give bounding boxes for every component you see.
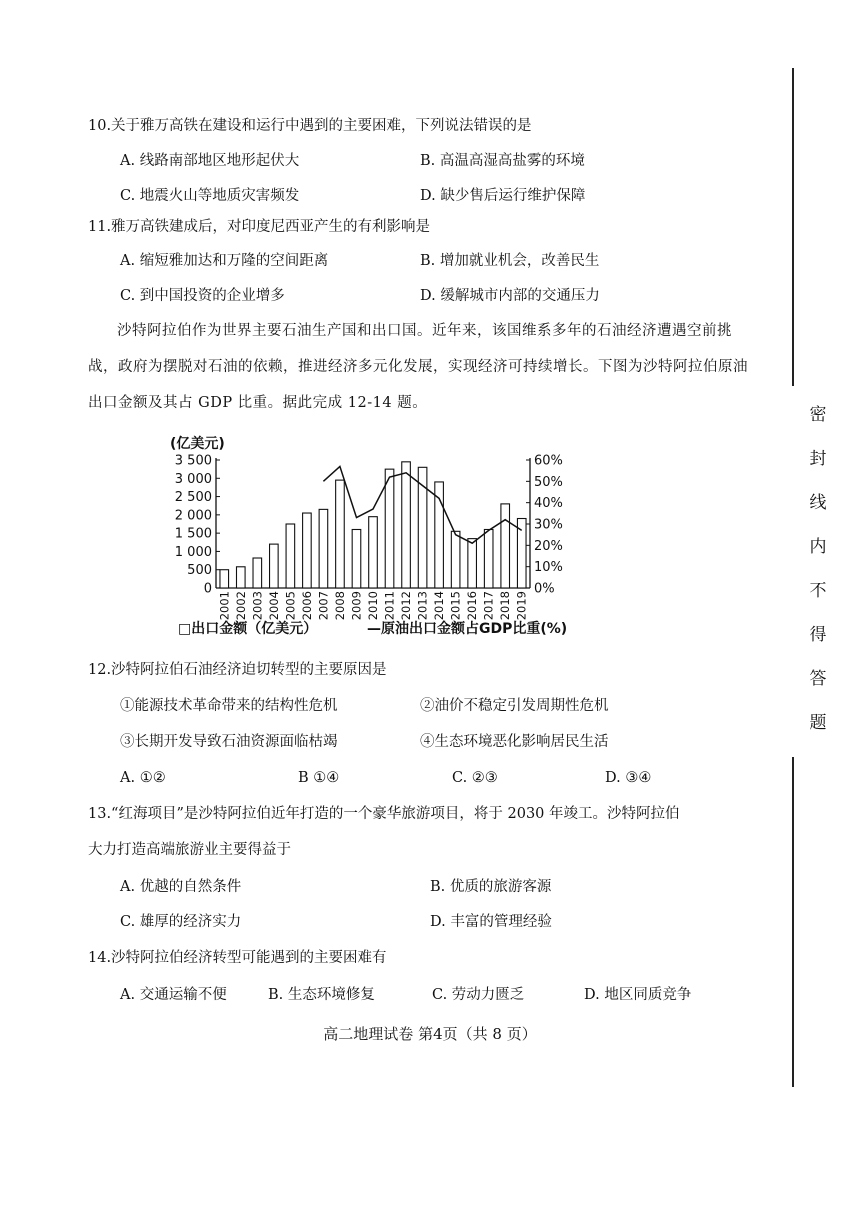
bar <box>385 469 394 588</box>
q13-stem-line2: 大力打造高端旅游业主要得益于 <box>88 842 291 858</box>
q12-option-a: A. ①② <box>120 770 166 786</box>
x-axis-tick-label: 2011 <box>382 591 397 620</box>
seal-char: 密 <box>809 405 827 425</box>
bar <box>402 462 411 588</box>
bar <box>369 517 378 588</box>
q14-stem: 14.沙特阿拉伯经济转型可能遇到的主要困难有 <box>88 950 387 966</box>
bar <box>220 570 229 588</box>
x-axis-tick-label: 2008 <box>332 591 347 620</box>
bar <box>270 544 279 588</box>
left-axis-tick-label: 3 000 <box>174 471 212 487</box>
q14-option-a: A. 交通运输不便 <box>120 987 227 1003</box>
q11-option-b: B. 增加就业机会，改善民生 <box>420 253 600 269</box>
bar <box>286 524 295 588</box>
q14-option-d: D. 地区同质竞争 <box>584 987 692 1003</box>
x-axis-tick-label: 2010 <box>366 591 380 620</box>
bar <box>451 531 460 588</box>
q13-option-b: B. 优质的旅游客源 <box>430 879 552 895</box>
left-axis-tick-label: 3 500 <box>174 453 212 469</box>
left-axis-tick-label: 1 000 <box>174 544 212 560</box>
legend-bar: □出口金额（亿美元） <box>178 621 318 637</box>
seal-line-top <box>792 68 794 386</box>
right-axis-tick-label: 20% <box>534 538 563 554</box>
q11-stem: 11.雅万高铁建成后，对印度尼西亚产生的有利影响是 <box>88 219 431 235</box>
seal-char: 题 <box>809 713 827 733</box>
q11-option-d: D. 缓解城市内部的交通压力 <box>420 288 600 304</box>
seal-char: 封 <box>809 449 827 469</box>
x-axis-tick-label: 2013 <box>415 591 430 620</box>
bar <box>468 539 477 588</box>
seal-char: 得 <box>809 625 827 645</box>
bar <box>303 513 312 588</box>
right-axis-tick-label: 60% <box>534 453 563 469</box>
q13-option-d: D. 丰富的管理经验 <box>430 914 552 930</box>
q11-option-a: A. 缩短雅加达和万隆的空间距离 <box>120 253 329 269</box>
q12-statement-1: ①能源技术革命带来的结构性危机 <box>120 698 338 714</box>
q13-option-a: A. 优越的自然条件 <box>120 879 242 895</box>
seal-char: 不 <box>809 581 827 601</box>
bar <box>236 567 245 588</box>
oil-export-chart <box>150 428 590 620</box>
right-axis-tick-label: 0% <box>534 581 555 597</box>
q13-stem-line1: 13.“红海项目”是沙特阿拉伯近年打造的一个豪华旅游项目，将于 2030 年竣工。沙特阿拉伯 <box>88 806 680 822</box>
x-axis-tick-label: 2017 <box>481 591 496 620</box>
x-axis-tick-label: 2016 <box>465 591 480 620</box>
right-axis-tick-label: 10% <box>534 560 563 576</box>
q12-statement-4: ④生态环境恶化影响居民生活 <box>420 734 609 750</box>
page-footer: 高二地理试卷 第4页（共 8 页） <box>323 1025 537 1043</box>
q10-stem: 10.关于雅万高铁在建设和运行中遇到的主要困难，下列说法错误的是 <box>88 118 532 134</box>
q11-option-c: C. 到中国投资的企业增多 <box>120 288 285 304</box>
x-axis-tick-label: 2003 <box>250 591 265 620</box>
bar <box>253 558 262 588</box>
left-axis-tick-label: 2 000 <box>174 508 212 524</box>
q12-statement-2: ②油价不稳定引发周期性危机 <box>420 698 609 714</box>
x-axis-tick-label: 2009 <box>349 591 364 620</box>
left-axis-tick-label: 2 500 <box>174 490 212 506</box>
left-axis-tick-label: 1 500 <box>174 526 212 542</box>
q12-stem: 12.沙特阿拉伯石油经济迫切转型的主要原因是 <box>88 662 387 678</box>
q12-option-b: B ①④ <box>298 770 340 786</box>
right-axis-tick-label: 50% <box>534 474 563 490</box>
q10-option-b: B. 高温高湿高盐雾的环境 <box>420 153 585 169</box>
x-axis-tick-label: 2015 <box>448 591 463 620</box>
legend-line: —原油出口金额占GDP比重(%) <box>367 621 568 637</box>
x-axis-tick-label: 2014 <box>432 591 447 620</box>
seal-char: 内 <box>809 537 827 557</box>
q14-option-b: B. 生态环境修复 <box>268 987 375 1003</box>
x-axis-tick-label: 2001 <box>217 591 232 620</box>
passage-text: 沙特阿拉伯作为世界主要石油生产国和出口国。近年来，该国维系多年的石油经济遭遇空前挑战，政府为摆脱对石油的依赖，推进经济多元化发展，实现经济可持续增长。下图为沙特阿拉伯原油出口金额及其占 GDP 比重。据此完成 12-14 题。 <box>88 323 748 411</box>
q13-option-c: C. 雄厚的经济实力 <box>120 914 242 930</box>
q10-option-d: D. 缺少售后运行维护保障 <box>420 188 586 204</box>
q12-option-c: C. ②③ <box>452 770 498 786</box>
q10-option-a: A. 线路南部地区地形起伏大 <box>120 153 300 169</box>
x-axis-tick-label: 2006 <box>299 591 314 620</box>
x-axis-tick-label: 2012 <box>399 591 414 620</box>
x-axis-tick-label: 2005 <box>283 591 298 620</box>
bar <box>319 509 328 588</box>
left-axis-tick-label: 500 <box>187 563 212 579</box>
seal-line-bottom <box>792 757 794 1087</box>
bar <box>336 480 345 588</box>
seal-char: 线 <box>809 493 827 513</box>
x-axis-tick-label: 2007 <box>316 591 331 620</box>
q12-statement-3: ③长期开发导致石油资源面临枯竭 <box>120 734 338 750</box>
bar <box>484 529 493 588</box>
right-axis-tick-label: 40% <box>534 496 563 512</box>
seal-char: 答 <box>809 669 827 689</box>
left-axis-tick-label: 0 <box>203 581 212 597</box>
q12-option-d: D. ③④ <box>605 770 652 786</box>
x-axis-tick-label: 2018 <box>498 591 513 620</box>
q14-option-c: C. 劳动力匮乏 <box>432 987 525 1003</box>
x-axis-tick-label: 2002 <box>233 591 248 620</box>
chart-unit-label: (亿美元) <box>170 436 225 452</box>
bar <box>352 529 361 588</box>
passage <box>88 313 754 421</box>
q10-option-c: C. 地震火山等地质灾害频发 <box>120 188 300 204</box>
bar <box>501 504 510 588</box>
x-axis-tick-label: 2004 <box>266 591 281 620</box>
right-axis-tick-label: 30% <box>534 517 563 533</box>
x-axis-tick-label: 2019 <box>514 591 529 620</box>
